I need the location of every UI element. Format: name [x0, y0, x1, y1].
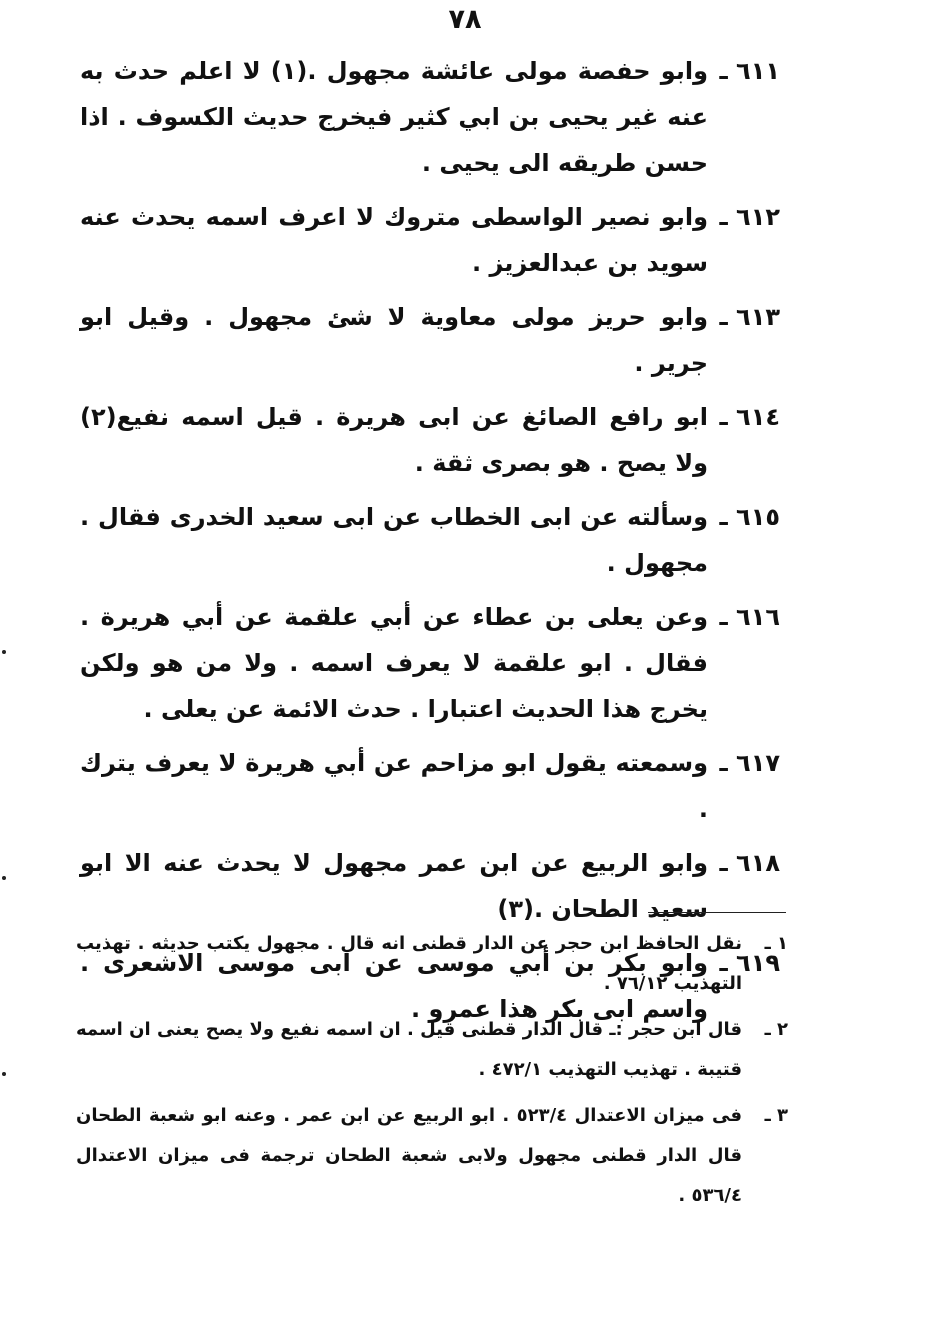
entry-text: ابو رافع الصائغ عن ابى هريرة . قيل اسمه نفيع(٢) ولا يصح . هو بصرى ثقة .: [80, 403, 708, 477]
footnote-3: [76, 1096, 788, 1216]
footnote-text: قال ابن حجر :ـ قال الدار قطنى قيل . ان اسمه نفيع ولا يصح يعنى ان اسمه قتيبة . تهذيب التهذيب ٤٧٢/١ .: [76, 1019, 742, 1080]
scan-speck: [2, 876, 6, 880]
footnote-number: ٣ ـ: [764, 1105, 788, 1126]
footnote-2: [76, 1010, 788, 1090]
entry-612: [80, 194, 780, 286]
footnote-number: ٢ ـ: [764, 1019, 788, 1040]
entry-text: وعن يعلى بن عطاء عن أبي علقمة عن أبي هريرة . فقال . ابو علقمة لا يعرف اسمه . ولا من هو ولكن يخرج هذا الحديث اعتبارا . حدث الائمة عن يعلى .: [80, 603, 708, 723]
entry-number: ٦١٩ ـ: [719, 949, 780, 977]
entry-list: [80, 48, 780, 1032]
entry-text: وسمعته يقول ابو مزاحم عن أبي هريرة لا يعرف يترك .: [80, 749, 708, 823]
entry-text: وابو نصير الواسطى متروك لا اعرف اسمه يحدث عنه سويد بن عبدالعزيز .: [80, 203, 708, 277]
entry-616: [80, 594, 780, 732]
entry-614: [80, 394, 780, 486]
footnote-list: [76, 924, 788, 1216]
entry-613: [80, 294, 780, 386]
scan-speck: [2, 1072, 6, 1076]
entry-number: ٦١٥ ـ: [719, 503, 780, 531]
entry-number: ٦١٤ ـ: [719, 403, 780, 431]
entry-611: [80, 48, 780, 186]
entry-number: ٦١٢ ـ: [719, 203, 780, 231]
entry-number: ٦١١ ـ: [719, 57, 780, 85]
entry-number: ٦١٦ ـ: [719, 603, 780, 631]
entry-number: ٦١٣ ـ: [719, 303, 780, 331]
entry-text: وابو حريز مولى معاوية لا شئ مجهول . وقيل ابو جرير .: [80, 303, 708, 377]
entry-text: وابو بكر بن أبي موسى عن ابى موسى الاشعرى . واسم ابى بكر هذا عمرو .: [80, 949, 708, 1023]
entry-number: ٦١٨ ـ: [719, 849, 780, 877]
entry-618: [80, 840, 780, 932]
scan-speck: [2, 650, 6, 654]
entry-617: [80, 740, 780, 832]
entry-text: وسألته عن ابى الخطاب عن ابى سعيد الخدرى فقال . مجهول .: [80, 503, 708, 577]
footnote-text: فى ميزان الاعتدال ٥٢٣/٤ . ابو الربيع عن ابن عمر . وعنه ابو شعبة الطحان قال الدار قطنى مجهول ولابى شعبة الطحان ترجمة فى ميزان الاعتدال ٥٣٦/٤ .: [76, 1105, 742, 1206]
footnote-divider: [648, 912, 786, 913]
entry-615: [80, 494, 780, 586]
footnote-1: [76, 924, 788, 1004]
entry-text: وابو حفصة مولى عائشة مجهول .(١) لا اعلم حدث به عنه غير يحيى بن ابي كثير فيخرج حديث الكسوف . اذا حسن طريقه الى يحيى .: [80, 57, 708, 177]
footnote-text: نقل الحافظ ابن حجر عن الدار قطنى انه قال . مجهول يكتب حديثه . تهذيب التهذيب ٧٦/١٢ .: [76, 933, 742, 994]
entry-text: وابو الربيع عن ابن عمر مجهول لا يحدث عنه الا ابو سعيد الطحان .(٣): [80, 849, 708, 923]
page-number: ٧٨: [448, 4, 482, 35]
footnote-number: ١ ـ: [764, 933, 788, 954]
entry-number: ٦١٧ ـ: [719, 749, 780, 777]
